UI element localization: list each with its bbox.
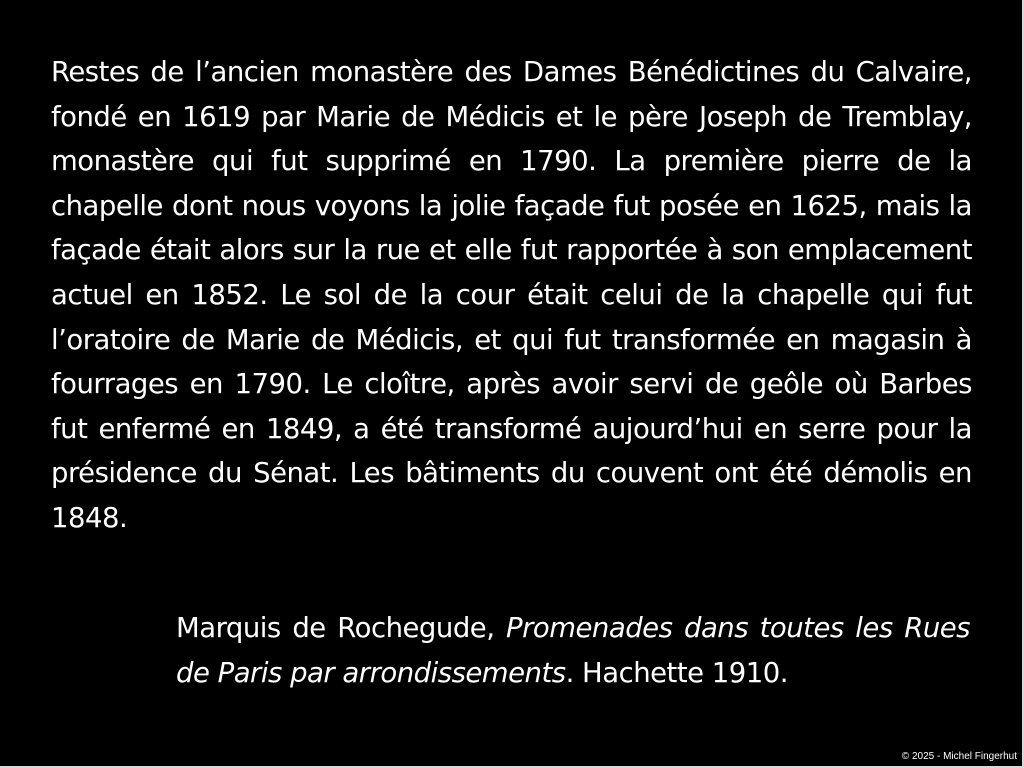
main-paragraph: Restes de l’ancien monastère des Dames Bénédictines du Calvaire, fondé en 1619 par Marie de Médicis et le père Joseph de Tremblay, monastère qui fut supprimé en 1790. La première pierre de la chapelle dont nous voyons la jolie façade fut posée en 1625, mais la façade était alors sur la rue et elle fut rapportée à son emplacement actuel en 1852. Le sol de la cour était celui de la chapelle qui fut l’oratoire de Marie de Médicis, et qui fut transformée en magasin à fourrages en 1790. Le cloître, après avoir servi de geôle où Barbes fut enfermé en 1849, a été transformé aujourd’hui en serre pour la présidence du Sénat. Les bâtiments du couvent ont été démolis en 1848. xyxy=(51,56,972,534)
citation-title: Promenades dans toutes les Rues de Paris par arrondissements xyxy=(176,612,970,689)
citation-author: Marquis de Rochegude, xyxy=(176,612,507,644)
citation-publisher: . Hachette 1910. xyxy=(565,656,788,689)
citation xyxy=(176,606,970,695)
copyright-notice: © 2025 - Michel Fingerhut xyxy=(901,751,1017,762)
